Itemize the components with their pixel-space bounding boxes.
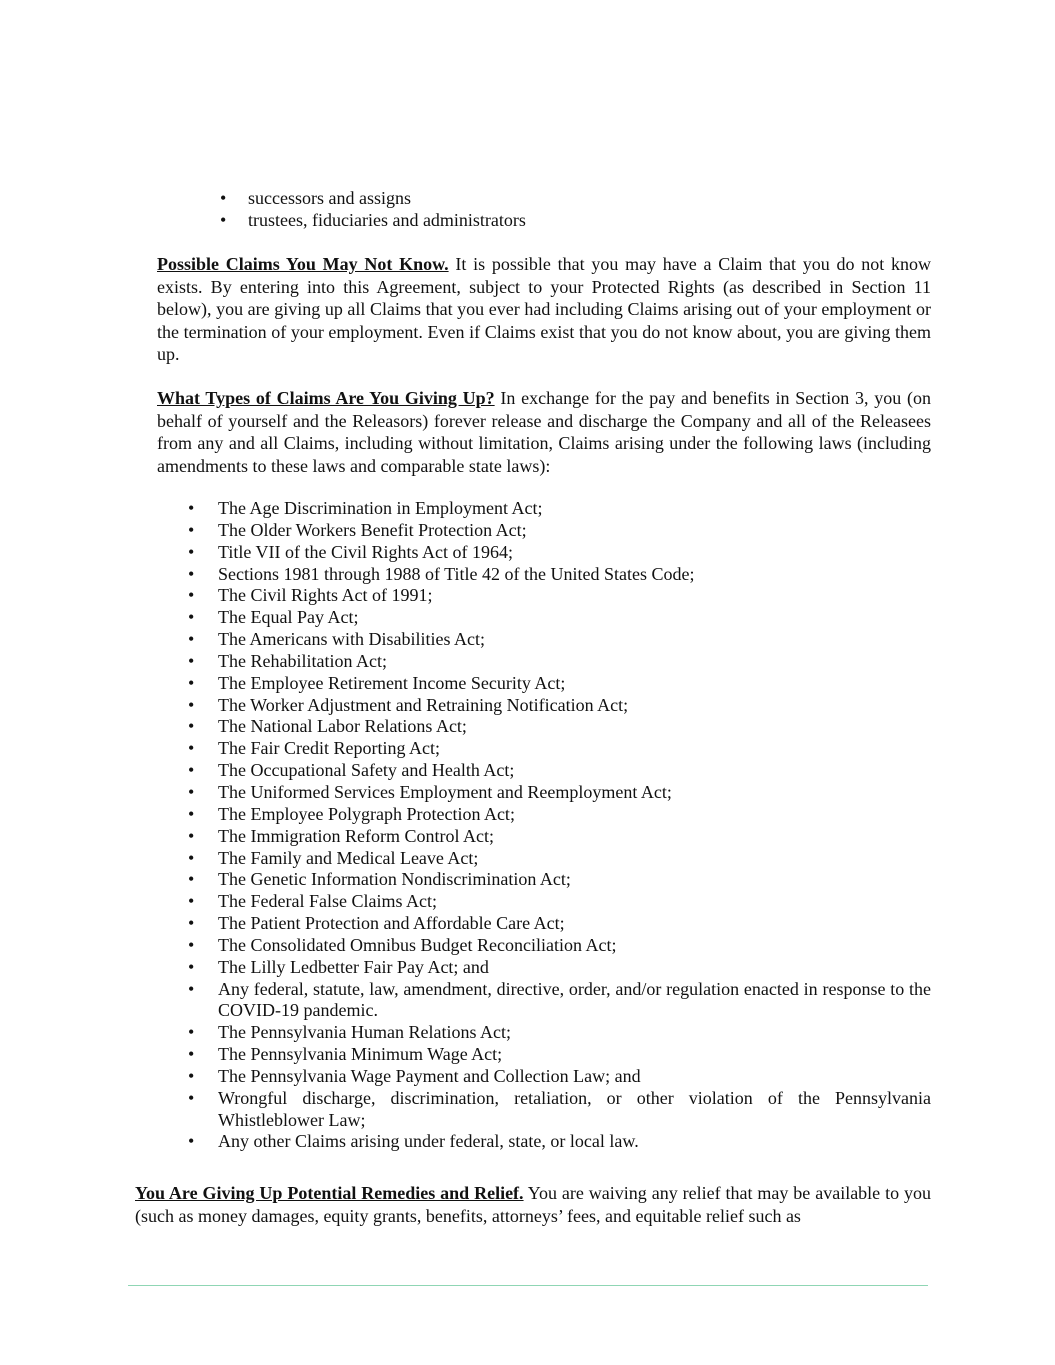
law-list-item: • The Employee Retirement Income Security Act; <box>188 673 931 695</box>
types-of-claims-text: In exchange for the pay and benefits in Section 3, you (on behalf of yourself and the Releasors) forever release and discharge the Company and all of the Releasees from any and all Claims, including without limitation, Claims arising under the following laws (including amendments to these laws and comparable state laws): <box>157 388 931 476</box>
law-list-item: • The Fair Credit Reporting Act; <box>188 738 931 760</box>
law-list-item: • The Pennsylvania Wage Payment and Collection Law; and <box>188 1066 931 1088</box>
law-list-item: • The Consolidated Omnibus Budget Reconciliation Act; <box>188 935 931 957</box>
possible-claims-text: It is possible that you may have a Claim that you do not know exists. By entering into this Agreement, subject to your Protected Rights (as described in Section 11 below), you are giving up all Claims that you ever had including Claims arising out of your employment or the termination of your employment. Even if Claims exist that you do not know about, you are giving them up. <box>157 254 931 365</box>
remedies-paragraph <box>135 1182 931 1227</box>
list-item: • trustees, fiduciaries and administrators <box>220 209 526 231</box>
law-list-item: • Sections 1981 through 1988 of Title 42 of the United States Code; <box>188 564 931 586</box>
law-list-item: • The National Labor Relations Act; <box>188 716 931 738</box>
footer-divider <box>128 1285 928 1286</box>
possible-claims-paragraph <box>157 253 931 366</box>
law-list-item: • The Immigration Reform Control Act; <box>188 826 931 848</box>
laws-list <box>188 498 931 1153</box>
law-list-item: • The Genetic Information Nondiscrimination Act; <box>188 869 931 891</box>
law-list-item: • Wrongful discharge, discrimination, retaliation, or other violation of the Pennsylvania Whistleblower Law; <box>188 1088 931 1132</box>
releasors-list <box>220 187 526 231</box>
law-list-item: • The Pennsylvania Minimum Wage Act; <box>188 1044 931 1066</box>
law-list-item: • Any other Claims arising under federal, state, or local law. <box>188 1131 931 1153</box>
law-list-item: • The Employee Polygraph Protection Act; <box>188 804 931 826</box>
law-list-item: • The Older Workers Benefit Protection Act; <box>188 520 931 542</box>
remedies-heading: You Are Giving Up Potential Remedies and Relief. <box>135 1183 524 1203</box>
law-list-item: • The Uniformed Services Employment and Reemployment Act; <box>188 782 931 804</box>
law-list-item: • Any federal, statute, law, amendment, directive, order, and/or regulation enacted in response to the COVID-19 pandemic. <box>188 979 931 1023</box>
law-list-item: • The Worker Adjustment and Retraining Notification Act; <box>188 695 931 717</box>
law-list-item: • The Family and Medical Leave Act; <box>188 848 931 870</box>
law-list-item: • The Civil Rights Act of 1991; <box>188 585 931 607</box>
law-list-item: • The Lilly Ledbetter Fair Pay Act; and <box>188 957 931 979</box>
law-list-item: • The Federal False Claims Act; <box>188 891 931 913</box>
law-list-item: • The Americans with Disabilities Act; <box>188 629 931 651</box>
law-list-item: • The Rehabilitation Act; <box>188 651 931 673</box>
law-list-item: • The Pennsylvania Human Relations Act; <box>188 1022 931 1044</box>
law-list-item: • The Occupational Safety and Health Act; <box>188 760 931 782</box>
remedies-text: You are waiving any relief that may be available to you (such as money damages, equity grants, benefits, attorneys’ fees, and equitable relief such as <box>135 1183 931 1226</box>
law-list-item: • Title VII of the Civil Rights Act of 1964; <box>188 542 931 564</box>
law-list-item: • The Patient Protection and Affordable Care Act; <box>188 913 931 935</box>
law-list-item: • The Age Discrimination in Employment Act; <box>188 498 931 520</box>
types-of-claims-paragraph <box>157 387 931 477</box>
law-list-item: • The Equal Pay Act; <box>188 607 931 629</box>
types-of-claims-heading: What Types of Claims Are You Giving Up? <box>157 388 495 408</box>
list-item: • successors and assigns <box>220 187 526 209</box>
possible-claims-heading: Possible Claims You May Not Know. <box>157 254 449 274</box>
